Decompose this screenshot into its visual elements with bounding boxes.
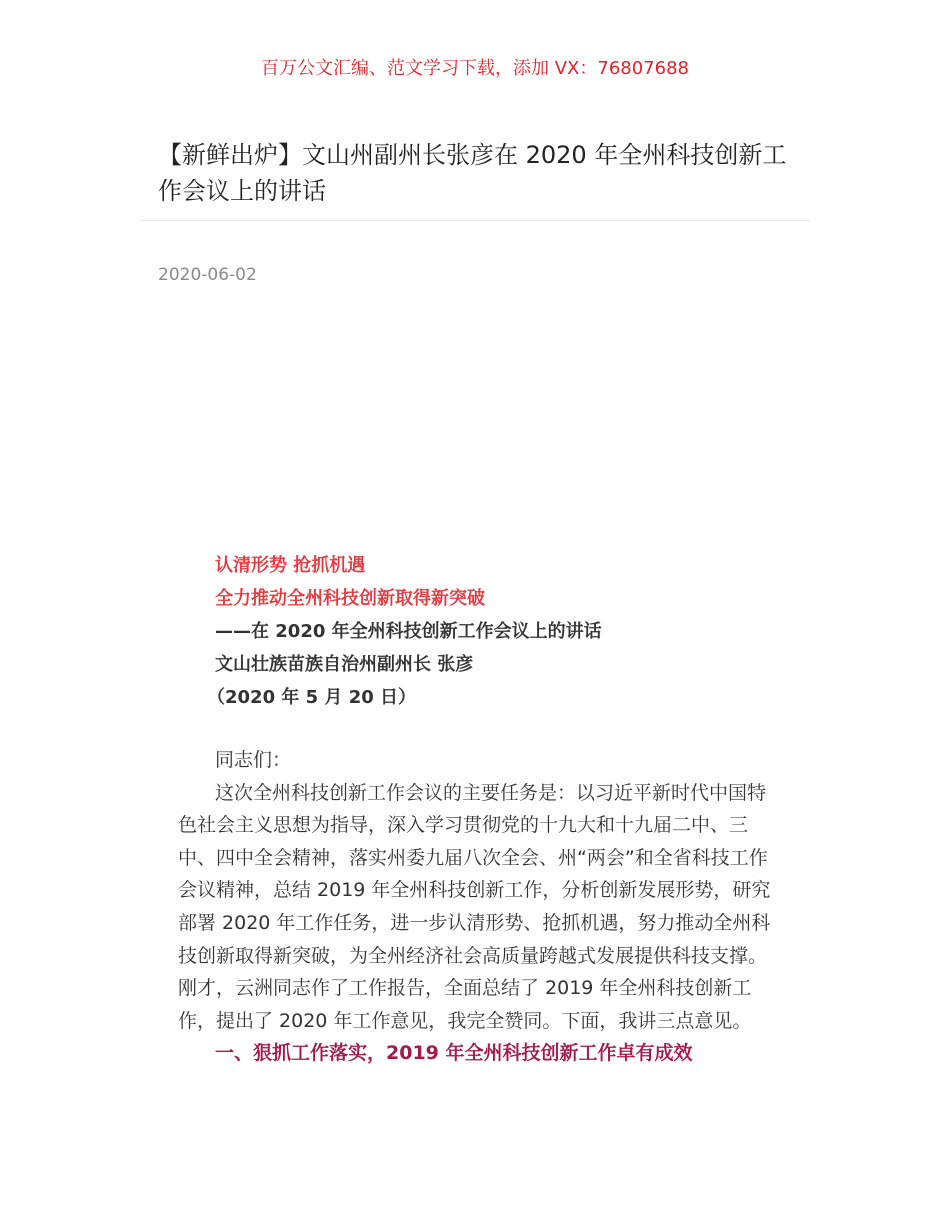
speech-subtitle: ——在 2020 年全州科技创新工作会议上的讲话 [215, 621, 602, 642]
speech-body [178, 744, 778, 1070]
speech-title-line-1: 认清形势 抢抓机遇 [215, 555, 366, 576]
article-title: 【新鲜出炉】文山州副州长张彦在 2020 年全州科技创新工作会议上的讲话 [158, 141, 787, 205]
ad-banner: 百万公文汇编、范文学习下载，添加 VX：76807688 [261, 58, 689, 79]
speech-heading-block [207, 549, 815, 714]
title-divider [140, 220, 810, 221]
body-paragraph: 这次全州科技创新工作会议的主要任务是：以习近平新时代中国特色社会主义思想为指导，深入学习贯彻党的十九大和十九届二中、三中、四中全会精神，落实州委九届八次全会、州“两会”和全省科技工作会议精神，总结 2019 年全州科技创新工作，分析创新发展形势，研究部署 2020 年工作任务，进一步认清形势、抢抓机遇，努力推动全州科技创新取得新突破，为全州经济社会高质量跨越式发展提供科技支撑。刚才，云洲同志作了工作报告，全面总结了 2019 年全州科技创新工作，提出了 2020 年工作意见，我完全赞同。下面，我讲三点意见。 [178, 781, 771, 1032]
salutation: 同志们： [215, 749, 292, 771]
speech-date: （2020 年 5 月 20 日） [207, 687, 417, 708]
speaker-name: 文山壮族苗族自治州副州长 张彦 [215, 654, 474, 675]
speech-title-line-2: 全力推动全州科技创新取得新突破 [215, 588, 485, 609]
article-date: 2020-06-02 [158, 265, 257, 285]
section-heading-1: 一、狠抓工作落实，2019 年全州科技创新工作卓有成效 [215, 1042, 693, 1065]
